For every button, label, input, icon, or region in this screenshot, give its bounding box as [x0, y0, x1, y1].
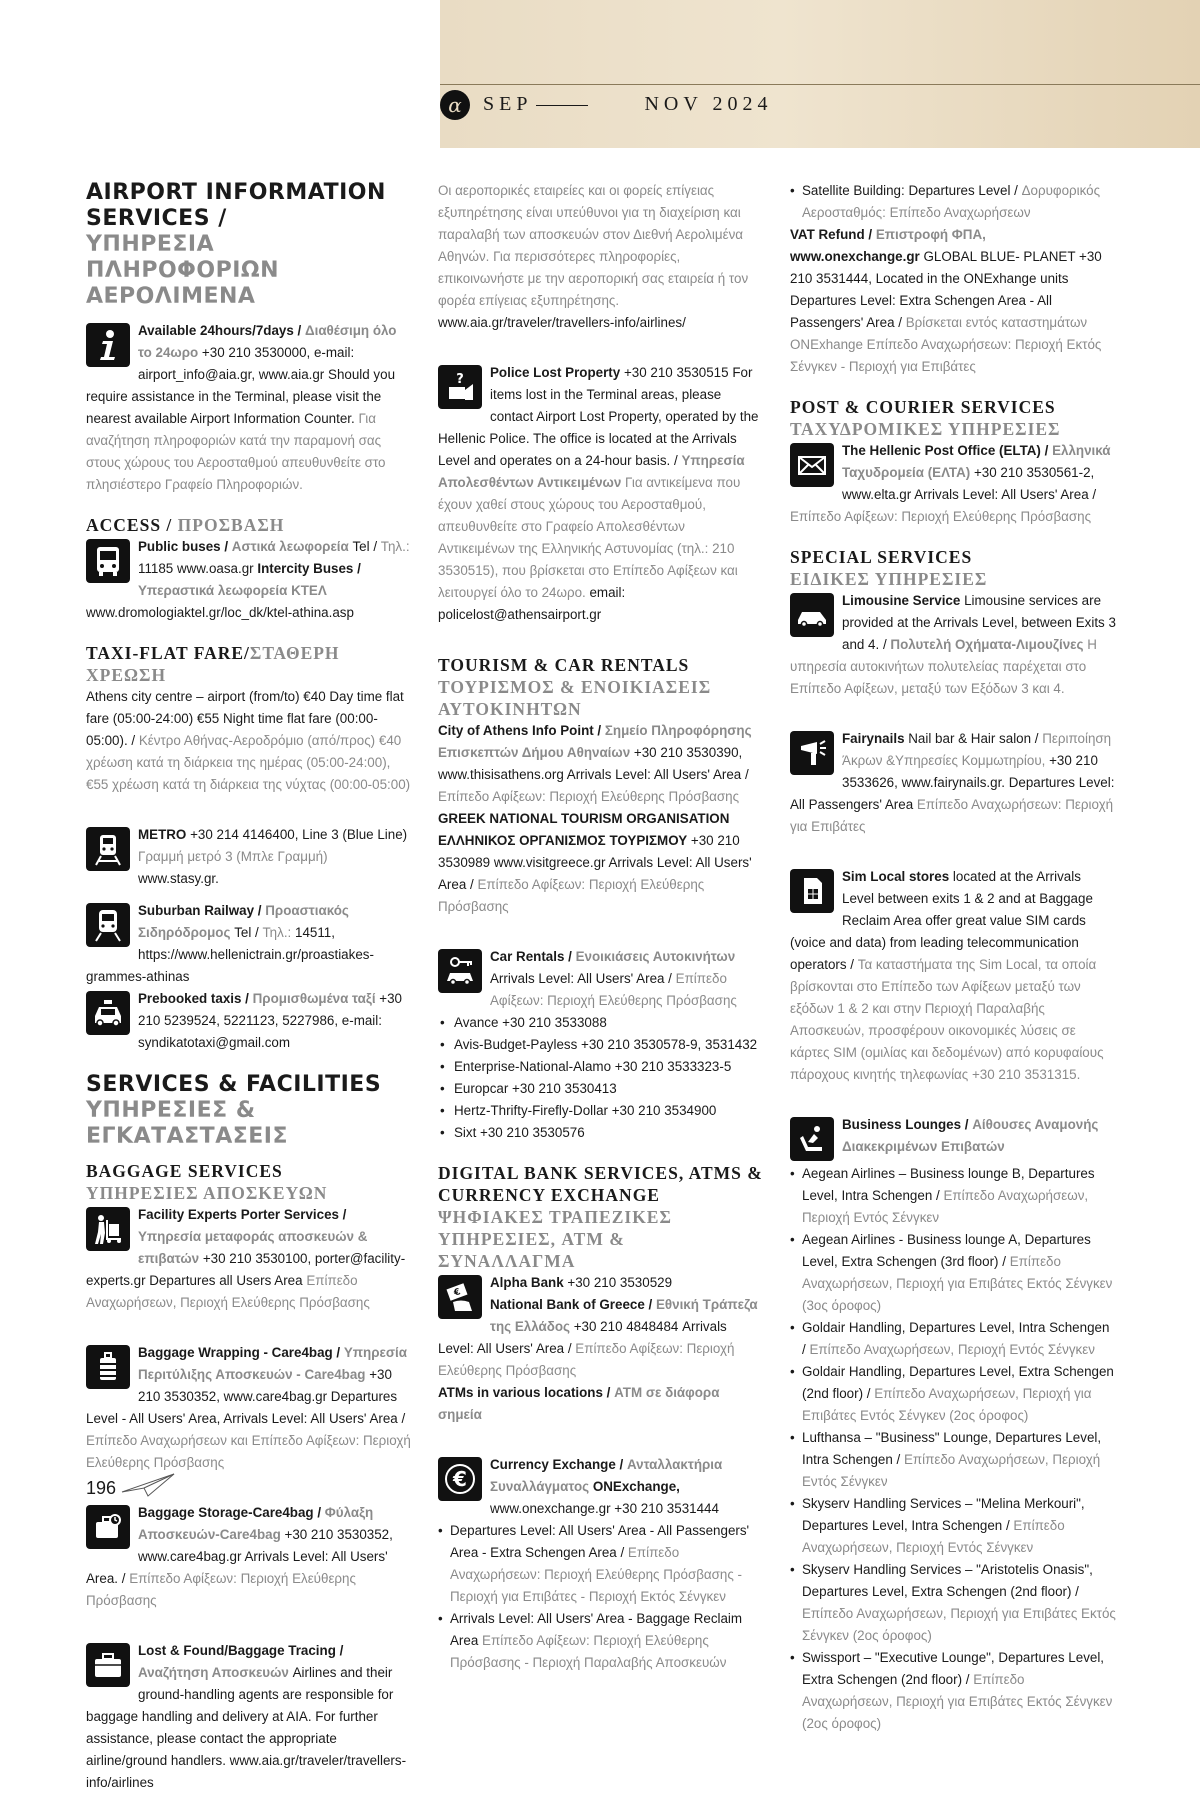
metro-text: +30 214 4146400, Line 3 (Blue Line) — [190, 827, 408, 842]
list-item — [790, 1427, 1116, 1493]
gnto-entry — [438, 808, 764, 918]
airlines-intro — [438, 180, 764, 334]
intercity-label-gr: Υπεραστικά λεωφορεία ΚΤΕΛ — [138, 583, 327, 598]
lounge-text: Skyserv Handling Services – "Aristotelis Onasis", Departures Level, Extra Schengen (2nd floor) / — [802, 1562, 1093, 1599]
bus-label-gr: Αστικά λεωφορεία — [231, 539, 349, 554]
list-item — [790, 1559, 1116, 1647]
post-text-gr: Επίπεδο Αφίξεων: Περιοχή Ελεύθερης Πρόσβασης — [790, 509, 1092, 524]
lounge-text: Goldair Handling, Departures Level, Intra Schengen / — [802, 1320, 1110, 1357]
onexchange-name: ONExchange, — [592, 1479, 680, 1494]
taxi-title-gr: ΣΤΑΘΕΡΗ ΧΡΕΩΣΗ — [86, 643, 340, 685]
fx-departures-text-gr: Επίπεδο Αναχωρήσεων: Περιοχή Ελεύθερης Πρόσβασης - Περιοχή για Επιβάτες - Περιοχή Εκτός Σένγκεν — [450, 1545, 743, 1604]
atm-entry — [438, 1382, 764, 1426]
tourism-title-en: TOURISM & CAR RENTALS — [438, 655, 690, 675]
lounge-text-gr: Επίπεδο Αναχωρήσεων, Περιοχή Εντός Σένγκεν — [809, 1342, 1095, 1357]
suburban-tel-label: Tel / — [234, 925, 259, 940]
wrapping-text: +30 210 3530352, www.care4bag.gr Departures Level - All Users' Area, Arrivals Level: All Users' Area / — [86, 1367, 406, 1426]
police-lost-label-gr: Υπηρεσία Απολεσθέντων Αντικειμένων — [438, 453, 745, 490]
prebooked-label: Prebooked taxis / — [138, 991, 249, 1006]
list-item: • Hertz-Thrifty-Firefly-Dollar +30 210 3534900 — [438, 1100, 764, 1122]
vat-refund-label: VAT Refund / — [790, 227, 873, 242]
list-item: • Avance +30 210 3533088 — [438, 1012, 764, 1034]
bank-cash-icon — [438, 1275, 482, 1319]
lounge-text: Skyserv Handling Services – "Melina Merkouri", Departures Level, Intra Schengen / — [802, 1496, 1085, 1533]
lounges-list — [790, 1163, 1116, 1735]
issue-from: SEP — [483, 93, 533, 115]
car-rentals-label-gr: Ενοικιάσεις Αυτοκινήτων — [575, 949, 736, 964]
bus-label: Public buses / — [138, 539, 229, 554]
car-key-icon — [438, 949, 482, 993]
limousine-icon — [790, 593, 834, 637]
metro-entry — [86, 824, 412, 890]
lounge-text-gr: Επίπεδο Αναχωρήσεων, Περιοχή Εντός Σένγκεν — [802, 1452, 1101, 1489]
access-title — [86, 514, 412, 536]
lounge-text: Aegean Airlines – Business lounge B, Departures Level, Intra Schengen / — [802, 1166, 1095, 1203]
airport-info-title-en: AIRPORT INFORMATION SERVICES / — [86, 180, 386, 231]
taxi-title — [86, 642, 412, 686]
bank-title-gr: ΨΗΦΙΑΚΕΣ ΤΡΑΠΕΖΙΚΕΣ ΥΠΗΡΕΣΙΕΣ, ATM & ΣΥΝΑΛΛΑΓΜΑ — [438, 1207, 672, 1271]
access-title-en: ACCESS / — [86, 515, 173, 535]
car-rentals-list — [438, 1012, 764, 1144]
police-lost-text-gr: Για αντικείμενα που έχουν χαθεί στους χώρους του Αεροσταθμού, απευθυνθείτε στο Γραφείο Απολεσθέντων Αντικειμένων της Ελληνικής Αστυνομίας (τηλ.: 210 3530515), που βρίσκεται στο Επίπεδο Αφίξεων και λειτουργεί όλο το 24ωρο. — [438, 475, 741, 600]
fx-satellite — [790, 180, 1116, 224]
fx-arrivals — [438, 1608, 764, 1674]
list-item — [790, 1361, 1116, 1427]
prebooked-taxi-entry — [86, 988, 412, 1054]
lounge-text: Swissport – "Executive Lounge", Departures Level, Extra Schengen (2nd floor) / — [802, 1650, 1105, 1687]
list-item — [790, 1317, 1116, 1361]
train-icon — [86, 903, 130, 947]
storage-text: +30 210 3530352, www.care4bag.gr Arrivals Level: All Users' Area. / — [86, 1527, 393, 1586]
date-dash — [536, 105, 588, 106]
suburban-label-gr: Προαστιακός Σιδηρόδρομος — [138, 903, 349, 940]
gnto-label-gr: ΕΛΛΗΝΙΚΟΣ ΟΡΓΑΝΙΣΜΟΣ ΤΟΥΡΙΣΜΟΥ — [438, 833, 688, 848]
limousine-text: Limousine services are provided at the Arrivals Level, between Exits 3 and 4. / — [842, 593, 1116, 652]
vat-refund-label-gr: Επιστροφή ΦΠΑ, — [875, 227, 986, 242]
fx-departures-text: Departures Level: All Users' Area - All Passengers' Area - Extra Schengen Area / — [450, 1523, 750, 1560]
porter-icon — [86, 1207, 130, 1251]
column-2 — [438, 180, 764, 1674]
wrapping-label-gr: Υπηρεσία Περιτύλιξης Αποσκευών - Care4bag — [138, 1345, 407, 1382]
atm-label: ATMs in various locations / — [438, 1385, 611, 1400]
metro-icon — [86, 827, 130, 871]
car-rentals-text-gr: Επίπεδο Αφίξεων: Περιοχή Ελεύθερης Πρόσβασης — [490, 971, 737, 1008]
svg-text:€: € — [452, 1287, 462, 1299]
bank-title-en: DIGITAL BANK SERVICES, ATMS & CURRENCY EXCHANGE — [438, 1163, 763, 1205]
gnto-text: +30 210 3530989 www.visitgreece.gr Arrivals Level: All Users' Area / — [438, 833, 752, 892]
post-entry — [790, 440, 1116, 528]
prebooked-label-gr: Προμισθωμένα ταξί — [252, 991, 376, 1006]
fx-departures — [438, 1520, 764, 1608]
limousine-text-gr: Η υπηρεσία αυτοκινήτων πολυτελείας παρέχεται στο Επίπεδο Αφίξεων, μεταξύ των Εξόδων 3 και 4. — [790, 637, 1097, 696]
issue-to: NOV 2024 — [644, 93, 773, 115]
taxi-title-en: TAXI-FLAT FARE/ — [86, 643, 250, 663]
porter-text: +30 210 3530100, porter@facility-experts.gr Departures all Users Area — [86, 1251, 406, 1288]
fairynails-text: Nail bar & Hair salon / — [908, 731, 1039, 746]
porter-entry — [86, 1204, 412, 1314]
airport-info-entry — [86, 320, 412, 496]
post-title — [790, 396, 1116, 440]
vat-refund-text: GLOBAL BLUE- PLANET +30 210 3531444, Located in the ONExhange units Departures Level: Extra Schengen Area - All Passengers' Area / — [790, 249, 1102, 330]
currency-exchange-entry — [438, 1454, 764, 1674]
sim-card-icon — [790, 869, 834, 913]
post-title-gr: ΤΑΧΥΔΡΟΜΙΚΕΣ ΥΠΗΡΕΣΙΕΣ — [790, 419, 1061, 439]
access-title-gr: ΠΡΟΣΒΑΣΗ — [177, 515, 285, 535]
porter-label-gr: Υπηρεσία μεταφοράς αποσκευών & επιβατών — [138, 1229, 368, 1266]
bus-tel-label: Tel / — [352, 539, 378, 554]
suburban-tel-label-gr: Τηλ.: — [262, 925, 292, 940]
lost-property-icon — [438, 365, 482, 409]
suburban-label: Suburban Railway / — [138, 903, 262, 918]
vat-refund-entry — [790, 224, 1116, 378]
magazine-logo-icon: α — [440, 90, 470, 120]
paper-plane-icon — [118, 1470, 178, 1500]
banks-text: Arrivals Level: All Users' Area / — [438, 1319, 727, 1356]
list-item: • Sixt +30 210 3530576 — [438, 1122, 764, 1144]
fx-satellite-text: Satellite Building: Departures Level / — [802, 183, 1018, 198]
taxi-text: Athens city centre – airport (from/to) €40 Day time flat fare (05:00-24:00) €55 Night time flat fare (00:00-05:00). / — [86, 689, 404, 748]
onexchange-text: www.onexchange.gr +30 210 3531444 — [490, 1501, 719, 1516]
police-lost-label: Police Lost Property — [490, 365, 621, 380]
city-info-text: +30 210 3530390, www.thisisathens.org Arrivals Level: All Users' Area / — [438, 745, 749, 782]
lounge-text-gr: Επίπεδο Αναχωρήσεων, Περιοχή Εντός Σένγκεν — [802, 1188, 1089, 1225]
wrapping-entry — [86, 1342, 412, 1474]
briefcase-icon — [86, 1643, 130, 1687]
issue-dates — [483, 93, 772, 116]
wrapping-text-gr: Επίπεδο Αναχωρήσεων και Επίπεδο Αφίξεων: Περιοχή Ελεύθερης Πρόσβασης — [86, 1433, 411, 1470]
currency-exchange-label: Currency Exchange / — [490, 1457, 624, 1472]
lounge-text-gr: Επίπεδο Αναχωρήσεων, Περιοχή για Επιβάτες Εκτός Σένγκεν (2ος όροφος) — [802, 1672, 1113, 1731]
business-lounges-entry — [790, 1114, 1116, 1163]
column-1 — [86, 180, 412, 1794]
airport-info-text: Should you require assistance in the Terminal, please visit the nearest available Airport Information Counter. — [86, 367, 396, 426]
header-banner — [440, 0, 1200, 148]
metro-text-gr: Γραμμή μετρό 3 (Μπλε Γραμμή) — [138, 849, 328, 864]
alpha-bank-label: Alpha Bank — [490, 1275, 564, 1290]
bus-tel-label-gr: Τηλ.: — [380, 539, 410, 554]
fx-satellite-text-gr: Δορυφορικός Αεροσταθμός: Επίπεδο Αναχωρήσεων — [802, 183, 1101, 220]
taxi-text-gr: Κέντρο Αθήνας-Αεροδρόμιο (από/προς) €40 χρέωση κατά τη διάρκεια της ημέρας (05:00-24:00), €55 χρέωση κατά τη διάρκεια της νύχτας (00:00-05:00) — [86, 733, 411, 792]
sim-local-text-gr: Τα καταστήματα της Sim Local, τα οποία βρίσκονται στο Επίπεδο των Αφίξεων μεταξύ των εξόδων 1 & 2 και στην Περιοχή Παραλαβής Αποσκευών, προσφέρουν οικονομικές λύσεις σε κάρτες SIM (ομιλίας και δεδομένων) από κορυφαίους πάροχους κινητής τηλεφωνίας +30 210 3531315. — [790, 957, 1104, 1082]
lounge-chair-icon — [790, 1117, 834, 1161]
airport-info-contact: +30 210 3530000, e-mail: airport_info@aia.gr, www.aia.gr — [138, 345, 355, 382]
police-lost-email: email: policelost@athensairport.gr — [438, 585, 626, 622]
suburban-entry — [86, 900, 412, 988]
list-item: • Enterprise-National-Alamo +30 210 3533323-5 — [438, 1056, 764, 1078]
lost-found-text: Airlines and their ground-handling agents are responsible for baggage handling and delivery at AIA. For further assistance, please contact the appropriate airline/ground handlers. www.aia.gr/traveler/travellers-info/airlines — [86, 1665, 407, 1790]
baggage-title-gr: ΥΠΗΡΕΣΙΕΣ ΑΠΟΣΚΕΥΩΝ — [86, 1183, 328, 1203]
fx-arrivals-text-gr: Επίπεδο Αφίξεων: Περιοχή Ελεύθερης Πρόσβασης - Περιοχή Παραλαβής Αποσκευών — [450, 1633, 727, 1670]
gnto-label: GREEK NATIONAL TOURISM ORGANISATION — [438, 811, 730, 826]
availability-label: Available 24hours/7days / — [138, 323, 302, 338]
currency-exchange-label-gr: Ανταλλακτήρια Συναλλάγματος — [490, 1457, 723, 1494]
bank-title — [438, 1162, 764, 1272]
fairynails-label: Fairynails — [842, 731, 905, 746]
storage-text-gr: Επίπεδο Αφίξεων: Περιοχή Ελεύθερης Πρόσβασης — [86, 1571, 356, 1608]
suitcase-wrap-icon — [86, 1345, 130, 1389]
storage-entry — [86, 1502, 412, 1612]
storage-label: Baggage Storage-Care4bag / — [138, 1505, 322, 1520]
sim-local-label: Sim Local stores — [842, 869, 950, 884]
post-text: +30 210 3530561-2, www.elta.gr Arrivals Level: All Users' Area / — [842, 465, 1097, 502]
city-info-label: City of Athens Info Point / — [438, 723, 602, 738]
banks-text-gr: Επίπεδο Αφίξεων: Περιοχή Ελεύθερης Πρόσβασης — [438, 1341, 735, 1378]
services-title — [86, 1072, 412, 1150]
special-title — [790, 546, 1116, 590]
post-title-en: POST & COURIER SERVICES — [790, 397, 1056, 417]
fairynails-entry — [790, 728, 1116, 838]
lounge-text: Aegean Airlines - Business lounge A, Departures Level, Extra Schengen (3rd floor) / — [802, 1232, 1091, 1269]
info-icon — [86, 323, 130, 367]
special-title-gr: ΕΙΔΙΚΕΣ ΥΠΗΡΕΣΙΕΣ — [790, 569, 988, 589]
page-number: 196 — [86, 1478, 117, 1498]
baggage-title — [86, 1160, 412, 1204]
car-rentals-entry — [438, 946, 764, 1012]
intercity-url[interactable]: www.dromologiaktel.gr/loc_dk/ktel-athina.asp — [86, 605, 354, 620]
services-title-gr: ΥΠΗΡΕΣΙΕΣ & ΕΓΚΑΤΑΣΤΑΣΕΙΣ — [86, 1098, 288, 1149]
lounge-text: Goldair Handling, Departures Level, Extra Schengen (2nd floor) / — [802, 1364, 1114, 1401]
fairynails-contact: +30 210 3533626, www.fairynails.gr. Departures Level: All Passengers' Area — [790, 753, 1115, 812]
bus-icon — [86, 539, 130, 583]
limousine-entry — [790, 590, 1116, 700]
lounge-text: Lufthansa – "Business" Lounge, Departures Level, Intra Schengen / — [802, 1430, 1102, 1467]
police-lost-text: For items lost in the Terminal areas, please contact Airport Lost Property, operated by the Hellenic Police. The office is located at the Arrivals Level and operates on a 24-hour basis. / — [438, 365, 759, 468]
car-rentals-label: Car Rentals / — [490, 949, 572, 964]
fx-arrivals-text: Arrivals Level: All Users' Area - Baggage Reclaim Area — [450, 1611, 743, 1648]
list-item — [790, 1493, 1116, 1559]
availability-label-gr: Διαθέσιμη όλο το 24ωρο — [138, 323, 397, 360]
bus-contact: 11185 www.oasa.gr — [138, 561, 254, 576]
porter-label: Facility Experts Porter Services / — [138, 1207, 347, 1222]
post-label-gr: Ελληνικά Ταχυδρομεία (ΕΛΤΑ) — [842, 443, 1111, 480]
header-rule — [440, 84, 1200, 85]
post-label: The Hellenic Post Office (ELTA) / — [842, 443, 1049, 458]
airlines-url[interactable]: www.aia.gr/traveler/travellers-info/airlines/ — [438, 315, 686, 330]
list-item — [790, 1647, 1116, 1735]
city-info-entry — [438, 720, 764, 808]
lounge-text-gr: Επίπεδο Αναχωρήσεων, Περιοχή Εντός Σένγκεν — [802, 1518, 1065, 1555]
special-title-en: SPECIAL SERVICES — [790, 547, 973, 567]
wrapping-label: Baggage Wrapping - Care4bag / — [138, 1345, 341, 1360]
banks-entry — [438, 1272, 764, 1382]
nbg-label: National Bank of Greece / — [490, 1297, 653, 1312]
lounge-text-gr: Επίπεδο Αναχωρήσεων, Περιοχή για Επιβάτες Εντός Σένγκεν (2ος όροφος) — [802, 1386, 1092, 1423]
bus-entry — [86, 536, 412, 624]
lost-found-entry — [86, 1640, 412, 1794]
vat-refund-url[interactable]: www.onexchange.gr — [790, 249, 920, 264]
atm-label-gr: ATM σε διάφορα σημεία — [438, 1385, 720, 1422]
airport-info-text-gr: Για αναζήτηση πληροφοριών κατά την παραμονή σας στους χώρους του Αεροσταθμού απευθυνθείτε στο πλησιέστερο Γραφείο Πληροφοριών. — [86, 411, 386, 492]
intercity-label: Intercity Buses / — [257, 561, 361, 576]
city-info-text-gr: Επίπεδο Αφίξεων: Περιοχή Ελεύθερης Πρόσβασης — [438, 789, 740, 804]
police-lost-entry — [438, 362, 764, 626]
nbg-label-gr: Εθνική Τράπεζα της Ελλάδος — [490, 1297, 758, 1334]
limousine-label-gr: Πολυτελή Οχήματα-Λιμουζίνες — [890, 637, 1084, 652]
tourism-title-gr: ΤΟΥΡΙΣΜΟΣ & ΕΝΟΙΚΙΑΣΕΙΣ ΑΥΤΟΚΙΝΗΤΩΝ — [438, 677, 712, 719]
svg-text:€: € — [453, 1467, 467, 1491]
lost-found-label-gr: Αναζήτηση Αποσκευών — [138, 1665, 289, 1680]
fairynails-label-gr: Περιποίηση Άκρων &Υπηρεσίες Κομμωτηρίου, — [842, 731, 1112, 768]
airport-info-title — [86, 180, 412, 310]
business-lounges-label-gr: Αίθουσες Αναμονής Διακεκριμένων Επιβατών — [842, 1117, 1099, 1154]
porter-text-gr: Επίπεδο Αναχωρήσεων, Περιοχή Ελεύθερης Πρόσβασης — [86, 1273, 370, 1310]
police-lost-phone: +30 210 3530515 — [623, 365, 729, 380]
sim-local-text: located at the Arrivals Level between exits 1 & 2 and at Baggage Reclaim Area offer great value SIM cards (voice and data) from leading telecommunication operators / — [790, 869, 1093, 972]
taxi-icon — [86, 991, 130, 1035]
fairynails-text-gr: Επίπεδο Αναχωρήσεων: Περιοχή για Επιβάτες — [790, 797, 1114, 834]
lost-found-label: Lost & Found/Baggage Tracing / — [138, 1643, 344, 1658]
list-item: • Europcar +30 210 3530413 — [438, 1078, 764, 1100]
svg-text:?: ? — [456, 372, 464, 387]
envelope-icon — [790, 443, 834, 487]
tourism-title — [438, 654, 764, 720]
list-item — [790, 1163, 1116, 1229]
metro-url[interactable]: www.stasy.gr. — [138, 871, 219, 886]
sim-local-entry — [790, 866, 1116, 1086]
city-info-label-gr: Σημείο Πληροφόρησης Επισκεπτών Δήμου Αθηναίων — [438, 723, 752, 760]
suburban-text: 14511, https://www.hellenictrain.gr/proastiakes-grammes-athinas — [86, 925, 374, 984]
list-item — [790, 1229, 1116, 1317]
hairdryer-icon — [790, 731, 834, 775]
car-rentals-text: Arrivals Level: All Users' Area / — [490, 971, 672, 986]
gnto-text-gr: Επίπεδο Αφίξεων: Περιοχή Ελεύθερης Πρόσβασης — [438, 877, 705, 914]
luggage-storage-icon — [86, 1505, 130, 1549]
lounge-text-gr: Επίπεδο Αναχωρήσεων, Περιοχή για Επιβάτες Εκτός Σένγκεν (3ος όροφος) — [802, 1254, 1113, 1313]
airport-info-title-gr: ΥΠΗΡΕΣΙΑ ΠΛΗΡΟΦΟΡΙΩΝ ΑΕΡΟΛΙΜΕΝΑ — [86, 232, 280, 309]
baggage-title-en: BAGGAGE SERVICES — [86, 1161, 283, 1181]
taxi-entry — [86, 686, 412, 796]
services-title-en: SERVICES & FACILITIES — [86, 1072, 382, 1097]
nbg-phone: +30 210 4848484 — [573, 1319, 679, 1334]
alpha-bank-phone: +30 210 3530529 — [567, 1275, 673, 1290]
vat-refund-text-gr: Βρίσκεται εντός καταστημάτων ONExhange Επίπεδο Αναχωρήσεων: Περιοχή Εκτός Σένγκεν - Περιοχή για Επιβάτες — [790, 315, 1102, 374]
column-3 — [790, 180, 1116, 1735]
list-item: • Avis-Budget-Payless +30 210 3530578-9, 3531432 — [438, 1034, 764, 1056]
lounge-text-gr: Επίπεδο Αναχωρήσεων, Περιοχή για Επιβάτες Εκτός Σένγκεν (2ος όροφος) — [802, 1606, 1116, 1643]
airlines-intro-text-gr: Οι αεροπορικές εταιρείες και οι φορείς επίγειας εξυπηρέτησης είναι υπεύθυνοι για τη διαχείριση και παραλαβή των αποσκευών στον Διεθνή Αερολιμένα Αθηνών. Για περισσότερες πληροφορίες, επικοινωνήστε με την αεροπορική σας εταιρεία ή τον φορέα επίγειας εξυπηρέτησης. — [438, 183, 749, 308]
limousine-label: Limousine Service — [842, 593, 961, 608]
storage-label-gr: Φύλαξη Αποσκευών-Care4bag — [138, 1505, 374, 1542]
business-lounges-label: Business Lounges / — [842, 1117, 969, 1132]
metro-label: METRO — [138, 827, 187, 842]
euro-icon — [438, 1457, 482, 1501]
prebooked-text: +30 210 5239524, 5221123, 5227986, e-mail: syndikatotaxi@gmail.com — [138, 991, 402, 1050]
